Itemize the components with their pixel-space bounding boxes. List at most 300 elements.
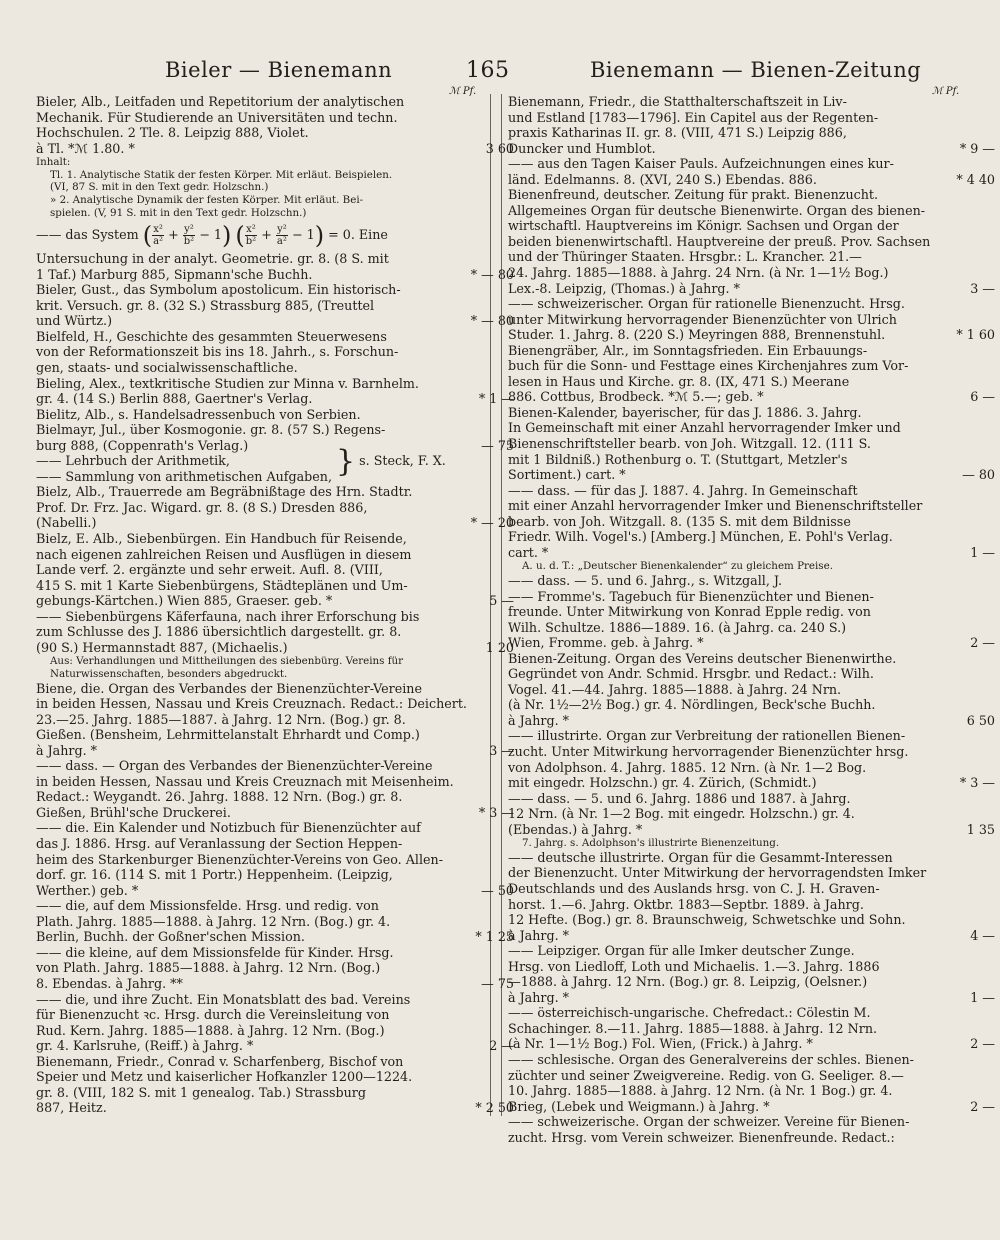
formula-minus-one: − 1: [291, 227, 315, 243]
entry-text: à Jahrg. *: [36, 742, 98, 758]
entry-text: Plath. Jahrg. 1885—1888. à Jahrg. 12 Nrn. (Bog.) gr. 4.: [36, 913, 391, 929]
entry-line: [508, 897, 950, 913]
entry-line: [508, 358, 950, 374]
entry-line: [508, 989, 995, 1006]
entry-line: [508, 140, 995, 157]
entry-text: und der Thüringer Staaten. Hrsgbr.: L. Krancher. 21.—: [508, 249, 862, 265]
entry-text: Speier und Metz und kaiserlicher Hofkanzler 1200—1224.: [36, 1069, 413, 1085]
entry-text: von Plath. Jahrg. 1885—1888. à Jahrg. 12 Nrn. (Bog.): [36, 960, 381, 976]
entry-text: à Jahrg. *: [508, 712, 570, 728]
price: 6 50: [966, 712, 995, 728]
entry-text: Bieler, Gust., das Symbolum apostolicum. Ein historisch-: [36, 282, 401, 298]
entry-line: [36, 789, 478, 805]
entry-line: [508, 498, 950, 514]
entry-text: wirtschaftl. Hauptvereins im Königr. Sachsen und Organ der: [508, 218, 899, 234]
entry-text: —— die kleine, auf dem Missionsfelde für Kinder. Hrsg.: [36, 944, 394, 960]
entry-text: Lande verf. 2. ergänzte und sehr erweit. Aufl. 8. (VIII,: [36, 562, 383, 578]
entry-text: Bieler, Alb., Leitfaden und Repetitorium der analytischen: [36, 94, 405, 109]
entry-line: [508, 881, 950, 897]
entry-text: —— Sammlung von arithmetischen Aufgaben,: [36, 468, 332, 484]
entry-line: [508, 974, 950, 990]
price: * — 80: [470, 266, 514, 282]
entry-text: cart. *: [508, 544, 549, 560]
right-column: [508, 94, 995, 1145]
price: 1 35: [966, 821, 995, 837]
entry-text: gebungs-Kärtchen.) Wien 885, Graeser. geb. *: [36, 593, 333, 609]
entry-line: [508, 837, 950, 850]
entry-line: [36, 727, 478, 743]
entry-line: [508, 110, 950, 126]
entry-text: 415 S. mit 1 Karte Siebenbürgens, Städteplänen und Um-: [36, 577, 408, 593]
entry-text: 23.—25. Jahrg. 1885—1887. à Jahrg. 12 Nrn. (Bog.) gr. 8.: [36, 711, 406, 727]
fraction-denominator: a²: [276, 236, 287, 248]
entry-text: züchter und seiner Zweigvereine. Redig. von G. Seeliger. 8.—: [508, 1067, 904, 1083]
entry-line: [36, 344, 478, 360]
brace-reference: [336, 444, 446, 480]
price: 2 —: [970, 635, 995, 651]
fraction: [152, 224, 164, 247]
entry-line: [508, 959, 950, 975]
entry-line: [36, 804, 514, 821]
entry-line: [36, 515, 514, 531]
entry-line: [36, 422, 478, 438]
entry-text: gr. 4. Karlsruhe, (Reiff.) à Jahrg. *: [36, 1038, 254, 1054]
entry-line: [36, 181, 478, 194]
entry-line: [508, 560, 950, 573]
entry-text: das J. 1886. Hrsg. auf Veranlassung der Section Heppen-: [36, 836, 403, 852]
entry-line: [508, 187, 950, 203]
entry-text: (90 S.) Hermannstadt 887, (Michaelis.): [36, 639, 288, 655]
entry-line: [508, 327, 995, 343]
entry-text: Wien, Fromme. geb. à Jahrg. *: [508, 635, 704, 651]
price: * 2 50: [475, 1100, 514, 1116]
fraction: [183, 224, 195, 247]
fraction-denominator: b²: [245, 236, 257, 248]
price: 3 60: [485, 140, 514, 156]
entry-text: —— die, auf dem Missionsfelde. Hrsg. und redig. von: [36, 898, 379, 914]
entry-line: [508, 775, 995, 791]
page-number: 165: [466, 58, 510, 83]
entry-text: Wilh. Schultze. 1886—1889. 16. (à Jahrg. ca. 240 S.): [508, 619, 847, 635]
entry-text: mit 1 Bildniß.) Rothenburg o. T. (Stuttgart, Metzler's: [508, 451, 848, 467]
fraction-denominator: b²: [183, 236, 195, 248]
entry-line: [508, 467, 995, 483]
brace-target: s. Steck, F. X.: [359, 453, 446, 469]
entry-text: Bielmayr, Jul., über Kosmogonie. gr. 8. (57 S.) Regens-: [36, 422, 386, 438]
entry-line: [508, 171, 995, 188]
entry-line: [36, 929, 514, 945]
entry-text: länd. Edelmanns. 8. (XVI, 240 S.) Ebendas. 886.: [508, 171, 817, 187]
entry-text: Bienenfreund, deutscher. Zeitung für prakt. Bienenzucht.: [508, 187, 879, 203]
entry-line: [508, 682, 950, 698]
price-heading-right: ℳ Pf.: [932, 86, 960, 97]
entry-line: [508, 620, 950, 636]
fraction-numerator: x²: [153, 224, 163, 236]
price: * 1 25: [475, 929, 514, 945]
entry-line: [36, 1007, 478, 1023]
entry-text: Hrsg. von Liedloff, Loth und Michaelis. 1.—3. Jahrg. 1886: [508, 958, 880, 974]
entry-line: [508, 1052, 950, 1068]
entry-text: beiden bienenwirtschaftl. Hauptvereine der preuß. Prov. Sachsen: [508, 233, 931, 249]
entry-text: Duncker und Humblot.: [508, 140, 656, 156]
entry-text: 24. Jahrg. 1885—1888. à Jahrg. 24 Nrn. (à Nr. 1—1½ Bog.): [508, 265, 889, 281]
entry-line: [508, 1114, 950, 1130]
entry-line: [36, 681, 478, 697]
entry-line: [36, 313, 514, 329]
entry-line: [508, 1083, 950, 1099]
brace-glyph: }: [336, 444, 356, 480]
entry-text: —— illustrirte. Organ zur Verbreitung der rationellen Bienen-: [508, 728, 906, 744]
entry-line: [36, 593, 514, 609]
fraction-denominator: a²: [153, 236, 164, 248]
entry-text: (à Nr. 1½—2½ Bog.) gr. 4. Nördlingen, Beck'sche Buchh.: [508, 697, 876, 713]
entry-line: [508, 280, 995, 297]
entry-line: [508, 420, 950, 436]
entry-line: [36, 712, 478, 728]
entry-line: [36, 609, 478, 625]
entry-text: gen, staats- und socialwissenschaftliche.: [36, 359, 298, 375]
price: * — 80: [470, 313, 514, 329]
entry-text: Naturwissenschaften, besonders abgedruckt.: [50, 667, 288, 680]
entry-text: A. u. d. T.: „Deutscher Bienenkalender“ zu gleichem Preise.: [522, 560, 833, 573]
price: — 50: [481, 882, 514, 898]
entry-text: » 2. Analytische Dynamik der festen Körper. Mit erläut. Bei-: [50, 193, 364, 206]
entry-text: Werther.) geb. *: [36, 882, 139, 898]
entry-line: [508, 203, 950, 219]
entry-line: [508, 1130, 950, 1146]
entry-line: [508, 791, 950, 807]
price: 1 20: [485, 639, 514, 655]
entry-line: [508, 405, 950, 421]
entry-line: [508, 850, 950, 866]
entry-line: [508, 1036, 995, 1052]
price: 3 —: [489, 742, 514, 758]
price: * 3 —: [959, 775, 995, 791]
entry-text: mit einer Anzahl hervorragender Imker und Bienenschriftsteller: [508, 498, 923, 514]
entry-line: [36, 960, 478, 976]
entry-line: [36, 360, 478, 376]
entry-text: Aus: Verhandlungen und Mittheilungen des siebenbürg. Vereins für: [50, 655, 404, 668]
entry-line: [36, 282, 478, 298]
fraction-numerator: x²: [246, 224, 256, 236]
entry-text: Deutschlands und des Auslands hrsg. von C. J. H. Graven-: [508, 880, 880, 896]
entry-text: (Nabelli.): [36, 515, 97, 531]
entry-text: Bielz, E. Alb., Siebenbürgen. Ein Handbuch für Reisende,: [36, 531, 407, 546]
fraction-numerator: y²: [277, 224, 287, 236]
entry-text: —— Lehrbuch der Arithmetik,: [36, 453, 230, 469]
entry-text: der Bienenzucht. Unter Mitwirkung der hervorragendsten Imker: [508, 865, 927, 881]
entry-line: [508, 573, 950, 589]
entry-text: —1888. à Jahrg. 12 Nrn. (Bog.) gr. 8. Leipzig, (Oelsner.): [508, 974, 868, 990]
entry-line: [36, 169, 478, 182]
entry-line: [36, 469, 478, 485]
entry-text: —— Siebenbürgens Käferfauna, nach ihrer Erforschung bis: [36, 608, 420, 624]
paren-open: (: [142, 221, 153, 250]
entry-line: [36, 578, 478, 594]
entry-text: —— schlesische. Organ des Generalvereins der schles. Bienen-: [508, 1052, 914, 1067]
entry-line: [36, 914, 478, 930]
entry-line: [508, 635, 995, 651]
left-column: [36, 94, 514, 1116]
entry-text: gr. 4. (14 S.) Berlin 888, Gaertner's Verlag.: [36, 391, 313, 407]
entry-text: —— die. Ein Kalender und Notizbuch für Bienenzüchter auf: [36, 820, 421, 836]
entry-line: [508, 666, 950, 682]
header-left-title: Bieler — Bienemann: [165, 58, 393, 82]
formula-prefix: —— das System: [36, 227, 139, 243]
entry-text: In Gemeinschaft mit einer Anzahl hervorragender Imker und: [508, 420, 901, 436]
entry-text: Mechanik. Für Studierende an Universitäten und techn.: [36, 109, 398, 125]
entry-line: [36, 407, 478, 423]
price: 4 —: [970, 927, 995, 943]
entry-text: Bielz, Alb., Trauerrede am Begräbnißtage des Hrn. Stadtr.: [36, 484, 413, 500]
entry-line: [36, 329, 478, 345]
entry-text: (VI, 87 S. mit in den Text gedr. Holzschn.): [50, 181, 269, 194]
entry-text: Bienenschriftsteller bearb. von Joh. Witzgall. 12. (111 S.: [508, 436, 871, 452]
entry-text: 887, Heitz.: [36, 1100, 107, 1116]
entry-text: heim des Starkenburger Bienenzüchter-Vereins von Geo. Allen-: [36, 851, 443, 867]
entry-text: 7. Jahrg. s. Adolphson's illustrirte Bienenzeitung.: [522, 837, 780, 850]
entry-text: 10. Jahrg. 1885—1888. à Jahrg. 12 Nrn. (à Nr. 1 Bog.) gr. 4.: [508, 1083, 893, 1099]
entry-line: [508, 806, 950, 822]
entry-text: burg 888, (Coppenrath's Verlag.): [36, 437, 249, 453]
entry-text: Gießen. (Bensheim, Lehrmittelanstalt Ehrhardt und Comp.): [36, 727, 420, 743]
entry-text: à Jahrg. *: [508, 989, 570, 1005]
entry-text: für Bienenzucht ꝛc. Hrsg. durch die Vereinsleitung von: [36, 1007, 390, 1023]
entry-line: [36, 696, 478, 712]
entry-text: Bieling, Alex., textkritische Studien zur Minna v. Barnhelm.: [36, 375, 419, 391]
entry-line: [36, 774, 478, 790]
entry-text: Bienemann, Friedr., die Statthalterschaftszeit in Liv-: [508, 94, 847, 109]
entry-line: [36, 668, 478, 681]
price: — 80: [962, 467, 995, 483]
entry-text: —— aus den Tagen Kaiser Pauls. Aufzeichnungen eines kur-: [508, 156, 894, 172]
price: 1 —: [970, 989, 995, 1005]
entry-text: Bienemann, Friedr., Conrad v. Scharfenberg, Bischof von: [36, 1053, 404, 1069]
entry-line: [508, 389, 995, 405]
entry-text: von der Reformationszeit bis ins 18. Jahrh., s. Forschun-: [36, 344, 399, 360]
entry-text: —— Fromme's. Tagebuch für Bienenzüchter und Bienen-: [508, 588, 874, 604]
entry-text: freunde. Unter Mitwirkung von Konrad Epple redig. von: [508, 604, 871, 620]
entry-line: [508, 604, 950, 620]
entry-line: [508, 296, 950, 312]
entry-text: Sortiment.) cart. *: [508, 467, 626, 483]
entry-line: [36, 758, 478, 774]
price: 1 —: [970, 544, 995, 560]
entry-line: [36, 500, 478, 516]
entry-line: [36, 562, 478, 578]
entry-line: [508, 234, 950, 250]
entry-line: [36, 820, 478, 836]
entry-text: 12 Nrn. (à Nr. 1—2 Bog. mit eingedr. Holzschn.) gr. 4.: [508, 806, 855, 822]
paren-open: (: [235, 221, 245, 250]
entry-line: [508, 249, 950, 265]
entry-line: [36, 1023, 478, 1039]
entry-line: [36, 992, 478, 1008]
price: 6 —: [970, 389, 995, 405]
entry-text: zucht. Unter Mitwirkung hervorragender Bienenzüchter hrsg.: [508, 744, 909, 760]
entry-line: [36, 1054, 478, 1070]
entry-text: Friedr. Wilh. Vogel's.) [Amberg.] München, E. Pohl's Verlag.: [508, 529, 893, 545]
entry-text: praxis Katharinas II. gr. 8. (VIII, 471 S.) Leipzig 886,: [508, 125, 847, 141]
entry-line: [508, 343, 950, 359]
entry-line: [508, 1005, 950, 1021]
entry-line: [508, 821, 995, 838]
entry-text: 886. Cottbus, Brodbeck. *ℳ 5.—; geb. *: [508, 389, 764, 405]
entry-line: [36, 140, 514, 157]
entry-line: [508, 943, 950, 959]
entry-text: 12 Hefte. (Bog.) gr. 8. Braunschweig, Schwetschke und Sohn.: [508, 912, 906, 928]
paren-close: ): [314, 221, 325, 250]
header-right-title: Bienemann — Bienen-Zeitung: [590, 58, 922, 82]
entry-text: Schachinger. 8.—11. Jahrg. 1885—1888. à Jahrg. 12 Nrn.: [508, 1020, 878, 1036]
entry-text: Vogel. 41.—44. Jahrg. 1885—1888. à Jahrg. 24 Nrn.: [508, 681, 842, 697]
entry-text: horst. 1.—6. Jahrg. Oktbr. 1883—Septbr. 1889. à Jahrg.: [508, 896, 864, 912]
entry-line: [508, 1068, 950, 1084]
entry-line: [508, 452, 950, 468]
entry-line: [508, 94, 950, 110]
entry-text: lesen in Haus und Kirche. gr. 8. (IX, 471 S.) Meerane: [508, 373, 850, 389]
entry-line: [36, 1085, 478, 1101]
entry-text: Bienen-Kalender, bayerischer, für das J. 1886. 3. Jahrg.: [508, 404, 862, 420]
entry-text: Tl. 1. Analytische Statik der festen Körper. Mit erläut. Beispielen.: [50, 168, 393, 181]
entry-line: [508, 483, 950, 499]
price: * 1 60: [956, 327, 995, 343]
entry-text: Gegründet von Andr. Schmid. Hrsgbr. und Redact.: Wilh.: [508, 666, 874, 682]
entry-line: [36, 882, 514, 899]
entry-text: (Ebendas.) à Jahrg. *: [508, 821, 643, 837]
entry-text: Redact.: Weygandt. 26. Jahrg. 1888. 12 Nrn. (Bog.) gr. 8.: [36, 789, 403, 805]
entry-line: [508, 927, 995, 944]
fraction: [245, 224, 257, 247]
entry-text: Gießen, Brühl'sche Druckerei.: [36, 804, 231, 820]
entry-text: —— dass. — 5. und 6. Jahrg., s. Witzgall, J.: [508, 573, 783, 588]
entry-line: [36, 742, 514, 759]
entry-line: [508, 744, 950, 760]
entry-text: —— deutsche illustrirte. Organ für die Gesammt-Interessen: [508, 849, 893, 865]
entry-line: [36, 437, 514, 454]
entry-text: Brieg, (Lebek und Weigmann.) à Jahrg. *: [508, 1098, 770, 1114]
formula-equals: = 0. Eine: [328, 227, 388, 243]
entry-line: [36, 110, 478, 126]
entry-line: [36, 1100, 514, 1116]
entry-text: (à Nr. 1—1½ Bog.) Fol. Wien, (Frick.) à Jahrg. *: [508, 1036, 813, 1052]
entry-text: zucht. Hrsg. vom Verein schweizer. Bienenfreunde. Redact.:: [508, 1129, 895, 1145]
entry-line: [508, 912, 950, 928]
entry-text: Berlin, Buchh. der Goßner'schen Mission.: [36, 929, 305, 945]
price: 5 —: [489, 593, 514, 609]
price: — 75: [481, 437, 514, 453]
price: * 3 —: [478, 804, 514, 820]
entry-line: [36, 266, 514, 283]
entry-line: [508, 712, 995, 729]
entry-text: dorf. gr. 16. (114 S. mit 1 Portr.) Heppenheim. (Leipzig,: [36, 867, 393, 883]
price: * 4 40: [956, 171, 995, 187]
entry-text: —— dass. — 5. und 6. Jahrg. 1886 und 1887. à Jahrg.: [508, 790, 851, 806]
entry-line: [36, 655, 478, 668]
entry-line: [508, 156, 950, 172]
entry-text: Studer. 1. Jahrg. 8. (220 S.) Meyringen 888, Brennenstuhl.: [508, 327, 886, 343]
entry-line: [508, 544, 995, 561]
entry-text: und Estland [1783—1796]. Ein Capitel aus der Regenten-: [508, 109, 879, 125]
fraction-numerator: y²: [184, 224, 194, 236]
entry-text: —— die, und ihre Zucht. Ein Monatsblatt des bad. Vereins: [36, 991, 411, 1007]
entry-line: [36, 1069, 478, 1085]
entry-text: à Tl. *ℳ 1.80. *: [36, 140, 135, 156]
entry-text: —— schweizerischer. Organ für rationelle Bienenzucht. Hrsg.: [508, 296, 905, 312]
entry-text: buch für die Sonn- und Festtage eines Kirchenjahres zum Vor-: [508, 358, 909, 374]
entry-text: spielen. (V, 91 S. mit in den Text gedr. Holzschn.): [50, 206, 307, 219]
entry-text: 1 Taf.) Marburg 885, Sipmann'sche Buchh.: [36, 266, 313, 282]
entry-text: Bienen-Zeitung. Organ des Vereins deutscher Bienenwirthe.: [508, 650, 897, 666]
entry-line: [36, 852, 478, 868]
entry-line: [36, 94, 478, 110]
entry-text: Hochschulen. 2 Tle. 8. Leipzig 888, Violet.: [36, 125, 309, 141]
entry-text: —— dass. — Organ des Verbandes der Bienenzüchter-Vereine: [36, 758, 433, 774]
entry-line: [508, 374, 950, 390]
entry-text: in beiden Hessen, Nassau und Kreis Creuznach. Redact.: Deichert.: [36, 696, 467, 712]
entry-line: [36, 207, 478, 220]
entry-text: unter Mitwirkung hervorragender Bienenzüchter von Ulrich: [508, 311, 897, 327]
entry-text: Biene, die. Organ des Verbandes der Bienenzüchter-Vereine: [36, 680, 422, 696]
entry-text: Rud. Kern. Jahrg. 1885—1888. à Jahrg. 12 Nrn. (Bog.): [36, 1022, 385, 1038]
entry-text: Inhalt:: [36, 156, 71, 169]
entry-line: [508, 436, 950, 452]
entry-text: mit eingedr. Holzschn.) gr. 4. Zürich, (Schmidt.): [508, 775, 817, 791]
entry-text: Bielitz, Alb., s. Handelsadressenbuch von Serbien.: [36, 406, 361, 422]
entry-text: à Jahrg. *: [508, 927, 570, 943]
formula-line: —— das System ( $\frac{\text{x²}}{\text{a²}}$ + $\frac{\text{y²}}{\text{b²}}$ − 1) ( $\frac{\text{x²}}{\text{b²}}$ + $\frac{\text{y²}}{\text{a²}}$ − 1) = 0. Eine: [36, 221, 388, 250]
entry-text: —— österreichisch-ungarische. Chefredact.: Cölestin M.: [508, 1005, 871, 1021]
entry-text: krit. Versuch. gr. 8. (32 S.) Strassburg 885, (Treuttel: [36, 297, 375, 313]
entry-line: [36, 975, 514, 992]
entry-text: —— Leipziger. Organ für alle Imker deutscher Zunge.: [508, 943, 855, 959]
price: — 75: [481, 975, 514, 991]
entry-line: [36, 391, 514, 407]
entry-text: Bienengräber, Alr., im Sonntagsfrieden. Ein Erbauungs-: [508, 342, 868, 358]
entry-line: [36, 945, 478, 961]
entry-text: gr. 8. (VIII, 182 S. mit 1 genealog. Tab.) Strassburg: [36, 1084, 366, 1100]
formula-minus-one: − 1: [199, 227, 222, 243]
entry-line: [36, 867, 478, 883]
price: * — 20: [470, 515, 514, 531]
entry-line: [36, 547, 478, 563]
entry-line: [36, 531, 478, 547]
entry-text: und Würtz.): [36, 313, 113, 329]
entry-line: [36, 156, 478, 169]
entry-line: [508, 312, 950, 328]
entry-text: nach eigenen zahlreichen Reisen und Ausflügen in diesem: [36, 546, 412, 562]
entry-line: [36, 298, 478, 314]
entry-line: [508, 728, 950, 744]
entry-line: [36, 898, 478, 914]
entry-line: [36, 194, 478, 207]
entry-line: [36, 639, 514, 656]
entry-text: bearb. von Joh. Witzgall. 8. (135 S. mit dem Bildnisse: [508, 513, 851, 529]
fraction: [276, 224, 288, 247]
entry-line: [508, 1021, 950, 1037]
price: * 1 —: [478, 391, 514, 407]
entry-line: [508, 865, 950, 881]
paren-close: ): [221, 221, 232, 250]
entry-line: [508, 265, 950, 281]
entry-line: [36, 624, 478, 640]
entry-line: [508, 589, 950, 605]
entry-line: [508, 651, 950, 667]
entry-text: 8. Ebendas. à Jahrg. **: [36, 975, 183, 991]
entry-text: Prof. Dr. Frz. Jac. Wigard. gr. 8. (8 S.) Dresden 886,: [36, 499, 368, 515]
entry-line: [36, 125, 478, 141]
price: 2 —: [970, 1098, 995, 1114]
